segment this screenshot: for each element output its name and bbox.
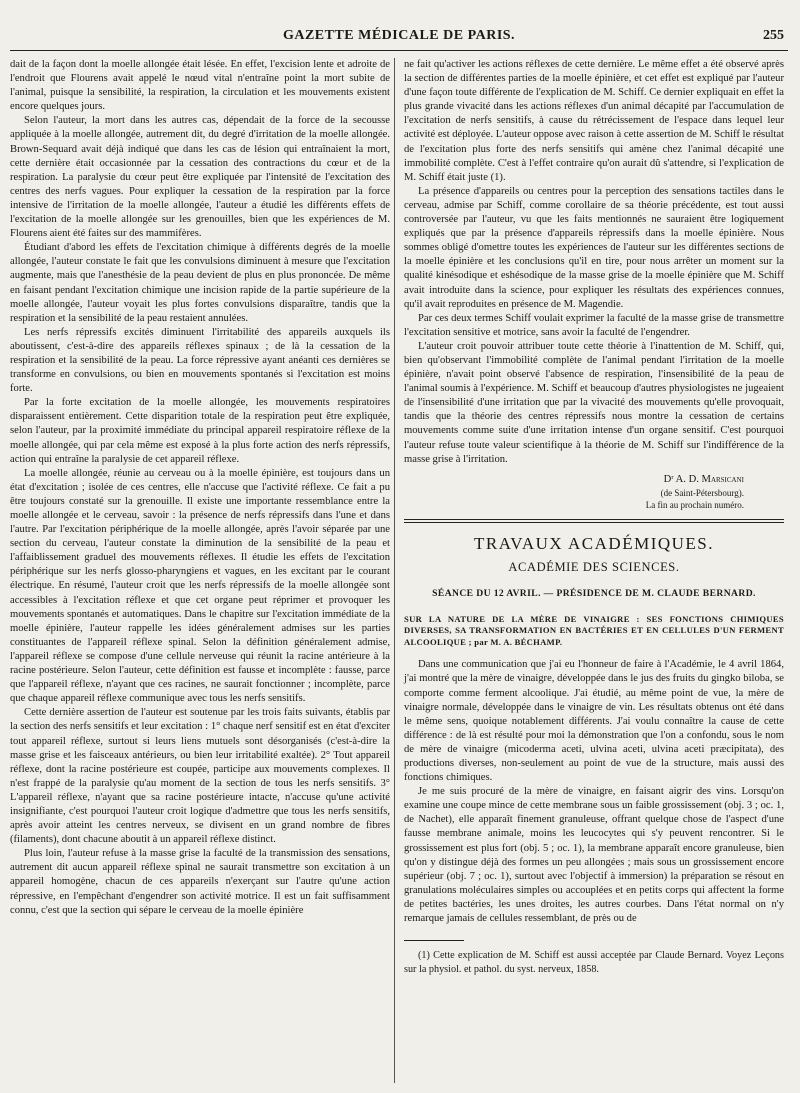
paragraph: La moelle allongée, réunie au cerveau ou à la moelle épinière, est toujours dans un état d'excitation ; isolée de ces centres, elle n'accuse que l'activité réflexe. Ce fait a pu être toujours constaté sur la grenouille. Il existe une importante ressemblance entre la moelle allongée et le cerveau, savoir : la présence de nerfs répressifs dans l'une et dans l'autre. Par l'excitation périphérique de la moelle allongée, après l'avoir séparée par une section du cerveau, l'auteur constate la diminution de la sensibilité de la peau et l'affaiblissement graduel des mouvements réflexes. Il étudie les effets de l'excitation périphérique sur les nerfs glosso-pharyngiens et vagues, en les excitant par le courant électrique. En résumé, l'auteur croit que les nerfs répressifs de la moelle allongée sont accessibles à l'excitation réflexe et que cet organe peut réprimer et provoquer les mouvements spontanés et automatiques. Dans le chapitre sur l'excitation immédiate de la moelle épinière, l'auteur rappelle les idées généralement admises sur les parties constituantes de l'appareil réflexe spinal. Selon la définition généralement admise, l'appareil réflexe se compose d'une cellule nerveuse qui réunit la racine antérieure à la racine postérieure. Selon l'auteur, cette définition est fausse et incomplète : fausse, parce que l'appareil réflexe, n'ayant que ces racines, ne saurait fonctionner ; incomplète, parce que chaque appareil réflexe communique avec tous les nerfs sensitifs.: [10, 467, 390, 705]
page-header: [10, 28, 788, 46]
continued-notice: La fin au prochain numéro.: [645, 499, 744, 510]
paragraph: Les nerfs répressifs excités diminuent l'irritabilité des appareils auxquels ils aboutissent, c'est-à-dire des appareils réflexes spinaux ; de là la cessation de la respiration et la sensibilité de la peau. La force répressive ayant anéanti ces dernières se transforme en convulsions, ou bien en mouvements spontanés si l'excitation est moins forte.: [10, 326, 390, 395]
footnote: (1) Cette explication de M. Schiff est aussi acceptée par Claude Bernard. Voyez Leçons sur la physiol. et pathol. du syst. nerveux, 1858.: [404, 950, 784, 975]
paragraph: dait de la façon dont la moelle allongée était lésée. En effet, l'excision lente et adroite de l'endroit que Flourens avait appelé le nœud vital n'entraîne point la mort subite de l'animal, puisque la sensibilité, la respiration, la circulation et les mouvements existent encore quelques jours.: [10, 59, 390, 113]
paragraph: ne fait qu'activer les actions réflexes de cette dernière. Le même effet a été observé après la section de différentes parties de la moelle épinière, et cet effet est expliqué par l'auteur d'une façon toute différente de l'explication de M. Schiff. Ce dernier expliquait en effet la plus grande vivacité dans les actions réflexes d'un animal décapité par l'accumulation de l'excitation de nerfs sensitifs, à cause du rétrécissement de l'espace dans lequel leur activité est déployée. L'auteur oppose avec raison à cette assertion de M. Schiff le résultat de l'excitation plus forte des nerfs sensitifs qui amène chez l'animal décapité une immobilité complète. C'est à l'effet contraire qu'on aurait dû s'attendre, si l'explication de M. Schiff était juste (1).: [404, 59, 785, 183]
paragraph: Par ces deux termes Schiff voulait exprimer la faculté de la masse grise de transmettre l'excitation sensitive et motrice, sans avoir la faculté de l'engendrer.: [404, 312, 784, 338]
session-heading: SÉANCE DU 12 AVRIL. — PRÉSIDENCE DE M. CLAUDE BERNARD.: [432, 587, 756, 599]
author-affiliation: (de Saint-Pétersbourg).: [660, 487, 744, 498]
section-rule: [404, 522, 784, 523]
footnote-rule: [404, 940, 464, 941]
paragraph: Dans une communication que j'ai eu l'honneur de faire à l'Académie, le 4 avril 1864, j'ai montré que la mère de vinaigre, développée dans le jus des fruits du gingko biloba, se comporte comme ferment alcoolique. J'ai étudié, au même point de vue, la mère de vinaigre normale, développée dans le vinaigre de vin. Les résultats obtenus ont été dans le même sens, quoique notablement différents. J'ai voulu connaître la cause de cette différence : de là est résulté pour moi la démonstration que l'on a confondu, sous le nom de mère de vinaigre (micoderma aceti, ulvina aceti, ulvina aceti præcipitata), des productions diverses, non-seulement au point de vue de la structure, mais aussi des fonctions chimiques.: [404, 659, 784, 784]
subsection-title: ACADÉMIE DES SCIENCES.: [508, 559, 680, 574]
article-title: SUR LA NATURE DE LA MÈRE DE VINAIGRE : SES FONCTIONS CHIMIQUES DIVERSES, SA TRANSFORMATION EN BACTÉRIES ET EN CELLULES D'UN FERMENT ALCOOLIQUE ; par M. A. BÉCHAMP.: [404, 613, 784, 647]
paragraph: L'auteur croit pouvoir attribuer toute cette théorie à l'inattention de M. Schiff, qui, bien qu'observant l'immobilité complète de l'animal pendant l'irritation de la moelle épinière, n'avait point observé l'absence de respiration, l'insensibilité de la peau de l'animal soumis à l'expérience. M. Schiff et beaucoup d'autres physiologistes ne jugeaient de l'insensibilité d'une irritation que par la vivacité des mouvements qu'elle provoquait, tandis que la théorie des centres répressifs nous montre la cessation de certains mouvements comme suite d'une irritation intense d'un organe sensitif. C'est pourquoi l'auteur refuse toute valeur scientifique à la théorie de M. Schiff sur l'indifférence de la masse grise à l'irritation.: [404, 340, 784, 465]
paragraph: Par la forte excitation de la moelle allongée, les mouvements respiratoires disparaissent entièrement. Cette disparition totale de la respiration peut être expliquée, selon l'auteur, par la proximité immédiate du principal appareil respiratoire réflexe de la moelle allongée, qui par cela même est exposé à la plus forte action des nerfs répressifs, action qui entraîne la paralysie de cet appareil réflexe.: [10, 397, 390, 465]
author-name: Dʳ A. D. Marsicani: [663, 473, 744, 485]
paragraph: Étudiant d'abord les effets de l'excitation chimique à différents degrés de la moelle allongée, l'auteur constate le fait que les convulsions diminuent à mesure que l'excitation augmente, mais que l'anesthésie de la peau devient de plus en plus prononcée. De même en faisant pendant l'excitation chimique une incision rapide de la partie supérieure de la moelle allongée, l'auteur voyait les plus fortes convulsions disparaître, tandis que la respiration et la sensibilité de la peau restaient annulées.: [10, 242, 390, 324]
author-signature: [404, 473, 784, 487]
running-title: GAZETTE MÉDICALE DE PARIS.: [282, 28, 516, 43]
paragraph: Cette dernière assertion de l'auteur est soutenue par les trois faits suivants, établis par la section des nerfs sensitifs et leur excitation : 1° chaque nerf sensitif est en état d'exciter tout appareil réflexe, surtout si leurs liens mutuels sont désorganisés (c'est-à-dire la masse grise et les faisceaux antérieurs, ou bien leur irritabilité exaltée). 2° Tout appareil réflexe, dont la racine postérieure est coupée, participe aux mouvements complexes. Il n'est frappé de la paralysie qu'au moment de la section de tous les nerfs sensitifs. 3° L'appareil réflexe, n'ayant que sa racine postérieure intacte, n'accuse qu'une activité insignifiante, c'est pourquoi l'auteur croit logique d'admettre que tous les nerfs sensitifs, après avoir atteint les centres nerveux, se divisent en un grand nombre de fibres (filaments), dont chacune aboutit à un appareil réflexe distinct.: [10, 707, 390, 846]
paragraph: Je me suis procuré de la mère de vinaigre, en faisant aigrir des vins. Lorsqu'on examine une coupe mince de cette membrane sous un faible grossissement (obj. 3 ; oc. 1, de Nachet), elle apparaît finement granuleuse, offrant quelque chose de l'aspect d'une fausse membrane animale, moins les leucocytes qui s'y peuvent rencontrer. Si le grossissement est plus fort (obj. 5 ; oc. 1), la membrane apparaît encore granuleuse, bien qu'on y distingue déjà des formes un peu allongées ; mais sous un grossissement encore supérieur (obj. 7 ; oc. 1), surtout avec l'objectif à immersion) la préparation se résout en granulations moléculaires simples ou accouplées et en petits corps qui affectent la forme de petites bactéries, les unes droites, les autres courbes. Dans l'état normal on n'y remarque jamais de cellules ressemblant, de près ou de: [404, 786, 784, 924]
left-column: [10, 58, 390, 918]
header-rule: [10, 50, 788, 51]
page-number: 255: [763, 28, 784, 43]
paragraph: La présence d'appareils ou centres pour la perception des sensations tactiles dans le cerveau, admise par Schiff, comme corollaire de sa théorie précédente, est tout aussi controversée par l'auteur, vu que les faits mentionnés ne sauraient être logiquement expliqués que par la présence d'appareils répressifs dans la moelle épinière. Nous sommes obligé d'omettre toutes les expériences de l'auteur sur les différentes sections de la moelle épinière et les conclusions qu'il en tire, pour nous arrêter un moment sur la qualité kinésodique et eshésodique de la masse grise de la moelle épinière que M. Schiff avait introduite dans la science, pour expliquer les résultats des expériences connues, qu'il avait reproduites en présence de M. Magendie.: [404, 185, 784, 310]
right-column: [404, 58, 784, 976]
paragraph: Selon l'auteur, la mort dans les autres cas, dépendait de la force de la secousse appliquée à la moelle allongée, autrement dit, du degré d'irritation de la moelle allongée. Brown-Sequard avait déjà indiqué que dans les cas de lésion qui entraînaient la mort, cette dernière était occasionnée par la cessation des contractions du cœur et de la respiration. La paralysie du cœur peut être expliquée par l'intensité de l'excitation des centres des nerfs vagues. Pour expliquer la cessation de la respiration par la force intensive de l'irritation de la moelle allongée, l'auteur a étudié les différents effets de l'excitation de la moelle allongée sur les grenouilles, bien que les expériences de M. Flourens aient été faites sur des mammifères.: [10, 115, 390, 240]
column-divider: [394, 58, 395, 1083]
section-rule: [404, 519, 784, 520]
paragraph: Plus loin, l'auteur refuse à la masse grise la faculté de la transmission des sensations, autrement dit aucun appareil réflexe spinal ne saurait transmettre son excitation à un appareil homogène, chacun de ces appareils n'exerçant sur l'autre qu'une action répressive, en l'empêchant d'engendrer son activité motrice. Il est un fait suffisamment connu, c'est que la section qui sépare le cerveau de la moelle épinière: [10, 848, 390, 916]
section-title: TRAVAUX ACADÉMIQUES.: [473, 533, 714, 553]
